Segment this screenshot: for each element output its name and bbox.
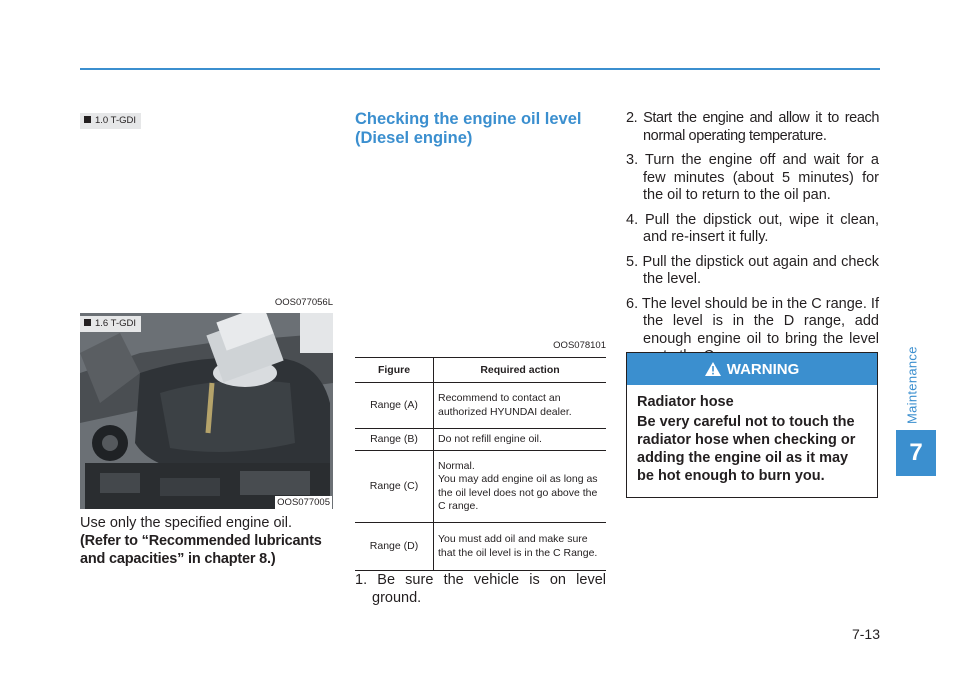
table-row (355, 383, 606, 429)
procedure-steps (626, 110, 879, 373)
engine-tag-bottom: 1.6 T-GDI (80, 313, 141, 332)
table-cell-action: Normal. You may add engine oil as long as the oil level does not go above the C range. (434, 451, 607, 523)
warning-body (627, 385, 877, 485)
table-row (355, 429, 606, 451)
section-tab-label: Maintenance (904, 346, 920, 424)
engine-bay-illustration (80, 313, 333, 509)
table-cell-action: Recommend to contact an authorized HYUNDAI dealer. (434, 383, 607, 429)
image-code-top: OOS077056L (274, 297, 333, 308)
table-cell-figure: Range (D) (355, 523, 434, 571)
step-3: 3. Turn the engine off and wait for a few minutes (about 5 minutes) for the oil to return to the oil pan. (626, 152, 879, 203)
step-6: 6. The level should be in the C range. If the level is in the D range, add enough engine oil to bring the level (626, 295, 879, 347)
step-1: 1. Be sure the vehicle is on level ground. (355, 572, 606, 606)
warning-subtitle: Radiator hose (637, 394, 734, 410)
warning-box (626, 352, 878, 498)
table-cell-figure: Range (A) (355, 383, 434, 429)
step-5: 5. Pull the dipstick out again and check the level. (626, 253, 879, 287)
step-4: 4. Pull the dipstick out, wipe it clean, and re-insert it fully. (626, 211, 879, 245)
column-header-figure: Figure (355, 358, 434, 383)
square-bullet-icon (84, 319, 91, 326)
table-cell-action: Do not refill engine oil. (434, 429, 607, 451)
image-code-dipstick: OOS078101 (553, 340, 606, 351)
top-rule (80, 68, 880, 70)
table-row (355, 523, 606, 571)
table-cell-figure: Range (B) (355, 429, 434, 451)
engine-oil-fill-photo (80, 313, 333, 509)
table-cell-action: You must add oil and make sure that the oil level is in the C Range. (434, 523, 607, 571)
page-number: 7-13 (851, 626, 880, 642)
table-cell-figure: Range (C) (355, 451, 434, 523)
step-2: 2. Start the engine and allow it to reach normal operating temperature. (626, 110, 879, 144)
engine-tag-top: 1.0 T-GDI (80, 110, 141, 129)
oil-instruction-text: Use only the specified engine oil. (Refer to “Recommended lubricants and capacities” in chapter 8.) (80, 515, 322, 567)
table-header-row (355, 358, 606, 383)
warning-title: WARNING (726, 360, 800, 378)
image-code-bottom: OOS077005 (277, 497, 330, 508)
square-bullet-icon (84, 116, 91, 123)
warning-triangle-icon (705, 362, 721, 376)
section-heading: Checking the engine oil level (Diesel engine) (355, 110, 582, 147)
oil-level-table (355, 357, 606, 571)
section-tab-number: 7 (896, 430, 936, 476)
column-header-action: Required action (434, 358, 607, 383)
warning-text: Be very careful not to touch the radiator hose when checking or adding the engine oil as it may be hot enough to burn you. (637, 414, 856, 484)
warning-header (627, 353, 877, 385)
table-row (355, 451, 606, 523)
